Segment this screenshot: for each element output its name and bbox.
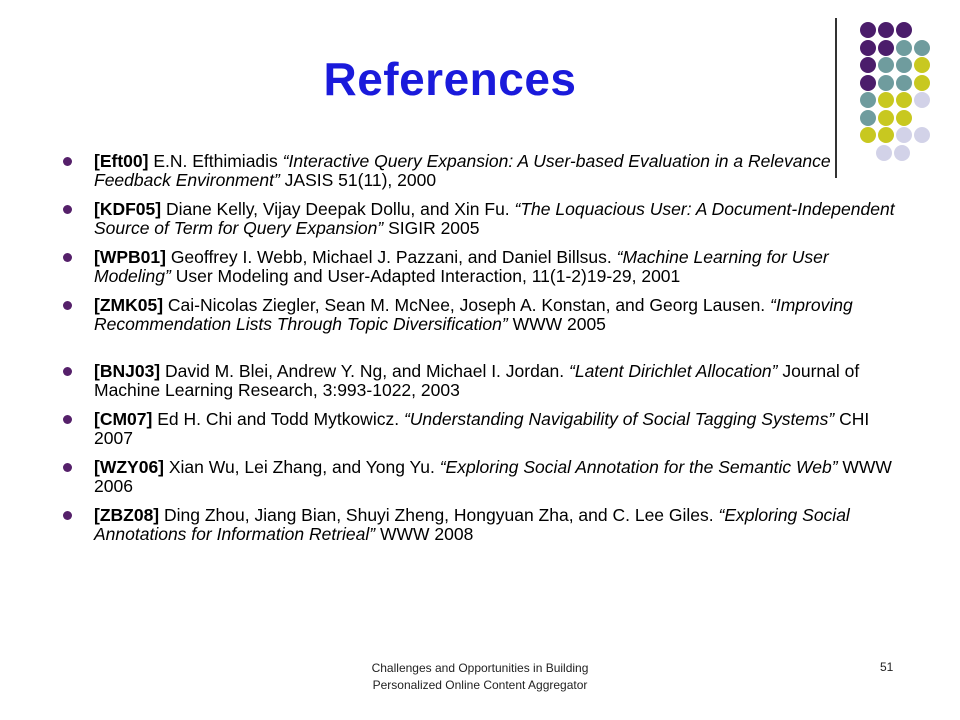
reference-authors: Diane Kelly, Vijay Deepak Dollu, and Xin Fu.	[161, 199, 515, 219]
reference-list	[62, 152, 902, 554]
decorative-dot	[860, 22, 876, 38]
decorative-dot	[896, 40, 912, 56]
reference-title: “Exploring Social Annotations for Information Retrieal”	[94, 505, 850, 544]
reference-item	[62, 248, 902, 286]
reference-authors: Geoffrey I. Webb, Michael J. Pazzani, and Daniel Billsus.	[165, 247, 617, 267]
bullet-icon	[63, 205, 72, 214]
decorative-dot	[878, 110, 894, 126]
decorative-dot	[896, 22, 912, 38]
reference-authors: David M. Blei, Andrew Y. Ng, and Michael I. Jordan.	[160, 361, 570, 381]
decorative-dot	[914, 127, 930, 143]
reference-authors: Cai-Nicolas Ziegler, Sean M. McNee, Joseph A. Konstan, and Georg Lausen.	[163, 295, 771, 315]
reference-venue: Journal of Machine Learning Research, 3:993-1022, 2003	[94, 361, 860, 400]
reference-item	[62, 506, 902, 544]
reference-title: “Understanding Navigability of Social Tagging Systems”	[403, 409, 835, 429]
reference-title: “Interactive Query Expansion: A User-based Evaluation in a Relevance Feedback Environment”	[94, 151, 831, 190]
slide-title: References	[323, 53, 577, 105]
reference-venue: WWW 2008	[375, 524, 474, 544]
reference-title: “Improving Recommendation Lists Through Topic Diversification”	[94, 295, 853, 334]
decorative-dot	[878, 127, 894, 143]
decorative-dot	[896, 92, 912, 108]
reference-authors: Xian Wu, Lei Zhang, and Yong Yu.	[164, 457, 440, 477]
decorative-dot	[914, 92, 930, 108]
reference-title: “Latent Dirichlet Allocation”	[569, 361, 778, 381]
decorative-dot	[914, 40, 930, 56]
bullet-icon	[63, 415, 72, 424]
bullet-icon	[63, 301, 72, 310]
reference-tag: [ZMK05]	[94, 295, 164, 315]
slide-footer	[340, 660, 620, 694]
reference-title: “The Loquacious User: A Document-Independent Source of Term for Query Expansion”	[94, 199, 895, 238]
reference-venue: JASIS 51(11), 2000	[279, 170, 437, 190]
decorative-dot	[914, 57, 930, 73]
decorative-dot	[896, 127, 912, 143]
decorative-dot	[878, 75, 894, 91]
decorative-dot	[860, 75, 876, 91]
decorative-dot	[860, 57, 876, 73]
reference-venue: CHI 2007	[94, 409, 870, 448]
reference-item	[62, 200, 902, 238]
decorative-dot	[878, 92, 894, 108]
reference-tag: [BNJ03]	[94, 361, 161, 381]
page-number: 51	[880, 660, 894, 674]
reference-title: “Machine Learning for User Modeling”	[94, 247, 829, 286]
bullet-icon	[63, 253, 72, 262]
reference-item	[62, 362, 902, 400]
reference-venue: WWW 2005	[507, 314, 606, 334]
footer-line-1: Challenges and Opportunities in Building	[371, 661, 589, 675]
decorative-dot	[860, 110, 876, 126]
decorative-dot	[878, 22, 894, 38]
reference-authors: Ding Zhou, Jiang Bian, Shuyi Zheng, Hongyuan Zha, and C. Lee Giles.	[159, 505, 719, 525]
bullet-icon	[63, 367, 72, 376]
reference-venue: SIGIR 2005	[383, 218, 480, 238]
reference-title: “Exploring Social Annotation for the Semantic Web”	[439, 457, 838, 477]
footer-line-2: Personalized Online Content Aggregator	[372, 678, 588, 692]
decorative-dot	[860, 92, 876, 108]
bullet-icon	[63, 511, 72, 520]
decorative-dot	[914, 75, 930, 91]
decorative-dot	[860, 40, 876, 56]
reference-venue: WWW 2006	[94, 457, 892, 496]
reference-tag: [Eft00]	[94, 151, 149, 171]
decorative-dot	[896, 110, 912, 126]
reference-tag: [WZY06]	[94, 457, 164, 477]
reference-authors: E.N. Efthimiadis	[148, 151, 283, 171]
reference-item	[62, 152, 902, 190]
reference-venue: User Modeling and User-Adapted Interaction, 11(1-2)19-29, 2001	[170, 266, 681, 286]
reference-item	[62, 410, 902, 448]
decorative-dot	[860, 127, 876, 143]
bullet-icon	[63, 157, 72, 166]
reference-item	[62, 458, 902, 496]
decorative-dot	[896, 75, 912, 91]
bullet-icon	[63, 463, 72, 472]
decorative-dot	[896, 57, 912, 73]
reference-tag: [WPB01]	[94, 247, 166, 267]
decorative-dot	[878, 40, 894, 56]
reference-tag: [ZBZ08]	[94, 505, 160, 525]
reference-tag: [KDF05]	[94, 199, 162, 219]
reference-tag: [CM07]	[94, 409, 153, 429]
reference-item	[62, 296, 902, 334]
decorative-dot	[878, 57, 894, 73]
reference-authors: Ed H. Chi and Todd Mytkowicz.	[152, 409, 404, 429]
